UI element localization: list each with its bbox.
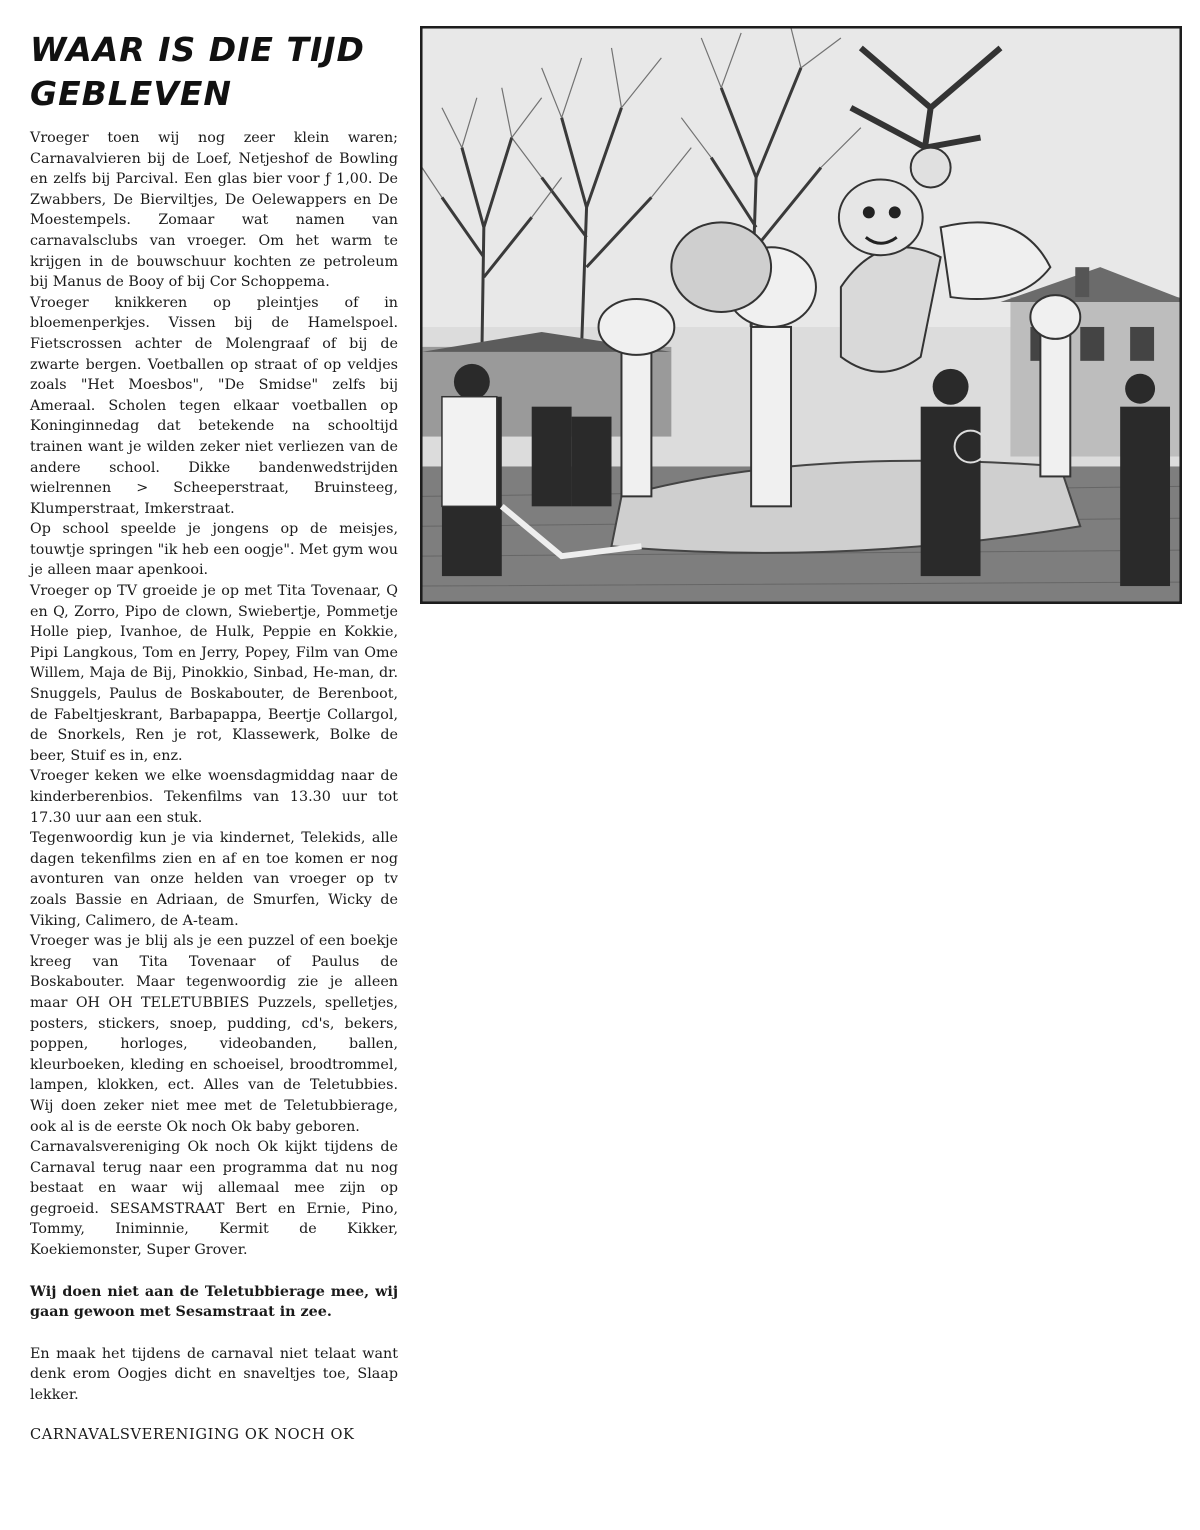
- closing-note: En maak het tijdens de carnaval niet telaat want denk erom Oogjes dicht en snaveltjes toe, Slaap lekker.: [30, 1345, 398, 1404]
- signature: CARNAVALSVERENIGING OK NOCH OK: [30, 1425, 355, 1443]
- article-paragraph: Vroeger toen wij nog zeer klein waren; Carnavalvieren bij de Loef, Netjeshof de Bowling en zelfs bij Parcival. Een glas bier voor ƒ 1,00. De Zwabbers, De Bierviltjes, De Oelewappers en De Moestempels. Zomaar wat namen van carnavalsclubs van vroeger. Om het warm te krijgen in de bouwschuur kochten ze petroleum bij Manus de Booy of bij Cor Schoppema.: [30, 130, 398, 291]
- article-paragraph: Carnavalsvereniging Ok noch Ok kijkt tijdens de Carnaval terug naar een programma dat nu nog bestaat en waar wij allemaal mee zijn op gegroeid. SESAMSTRAAT Bert en Ernie, Pino, Tommy, Iniminnie, Kermit de Kikker, Koekiemonster, Super Grover.: [30, 1139, 398, 1259]
- article-paragraph: Vroeger knikkeren op pleintjes of in bloemenperkjes. Vissen bij de Hamelspoel. Fietscrossen achter de Molengraaf of bij de zwarte bergen. Voetballen op straat of op veldjes zoals "Het Moesbos", "De Smidse" zelfs bij Ameraal. Scholen tegen elkaar voetballen op Koninginnedag dat betekende na schooltijd trainen want je wilden zeker niet verliezen van de andere school. Dikke bandenwedstrijden wielrennen > Scheeperstraat, Bruinsteeg, Klumperstraat, Imkerstraat.: [30, 294, 398, 517]
- article-paragraph: Op school speelde je jongens op de meisjes, touwtje springen "ik heb een oogje". Met gym wou je alleen maar apenkooi.: [30, 521, 398, 579]
- article-paragraph: Vroeger op TV groeide je op met Tita Tovenaar, Q en Q, Zorro, Pipo de clown, Swiebertje, Pommetje Holle piep, Ivanhoe, de Hulk, Peppie en Kokkie, Pipi Langkous, Tom en Jerry, Popey, Film van Ome Willem, Maja de Bij, Pinokkio, Sinbad, He-man, dr. Snuggels, Paulus de Boskabouter, de Berenboot, de Fabeltjeskrant, Barbapappa, Beertje Collargol, de Snorkels, Ren je rot, Klassewerk, Bolke de beer, Stuif es in, enz.: [30, 583, 398, 764]
- article-paragraph: Vroeger was je blij als je een puzzel of een boekje kreeg van Tita Tovenaar of Paulus de Boskabouter. Maar tegenwoordig zie je alleen maar OH OH TELETUBBIES Puzzels, spelletjes, posters, stickers, snoep, pudding, cd's, bekers, poppen, horloges, videobanden, ballen, kleurboeken, kleding en schoeisel, broodtrommel, lampen, klokken, ect. Alles van de Teletubbies. Wij doen zeker niet mee met de Teletubbierage, ook al is de eerste Ok noch Ok baby geboren.: [30, 933, 398, 1135]
- article-paragraph: Tegenwoordig kun je via kindernet, Telekids, alle dagen tekenfilms zien en af en toe komen er nog avonturen van onze helden van vroeger op tv zoals Bassie en Adriaan, de Smurfen, Wicky de Viking, Calimero, de A-team.: [30, 830, 398, 929]
- closing-slogan: Wij doen niet aan de Teletubbierage mee, wij gaan gewoon met Sesamstraat in zee.: [30, 1283, 398, 1321]
- carnival-float-photo: [420, 26, 1182, 604]
- article-paragraph: Vroeger keken we elke woensdagmiddag naar de kinderberenbios. Tekenfilms van 13.30 uur tot 17.30 uur aan een stuk.: [30, 768, 398, 826]
- page-title: WAAR IS DIE TIJD GEBLEVEN: [30, 30, 365, 113]
- article-body: [30, 128, 398, 1445]
